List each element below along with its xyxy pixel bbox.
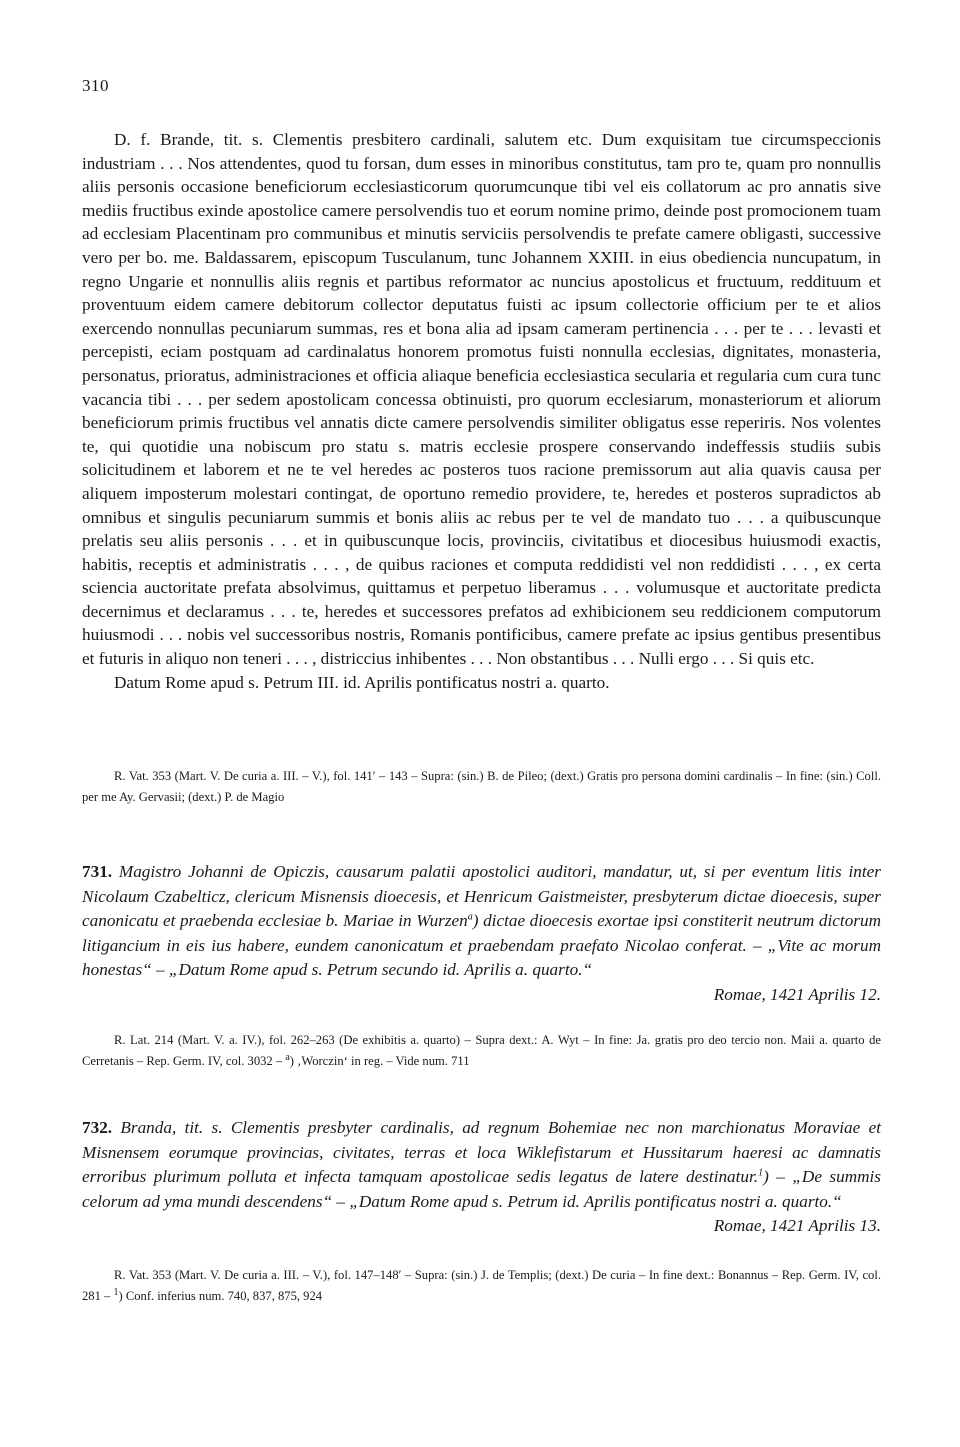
entry-summary-text: ) dictae dioecesis exortae ipsi constiterit neutrum dictorum litigancium in eis ius habere, eundem canonicatum et praebendam praefato Nicolao conferat. – „Vite ac morum honestas“ – „Datum Rome apud s. Petrum secundo id. Aprilis a. quarto.“: [82, 911, 881, 979]
entry-number: 731.: [82, 862, 113, 881]
source-note-text: R. Vat. 353 (Mart. V. De curia a. III. – V.), fol. 141′ – 143 – Supra: (sin.) B. de Pileo; (dext.) Gratis pro persona domini cardinalis – In fine: (sin.) Coll. per me Ay. Gervasii; (dext.) P. de Magio: [82, 769, 881, 804]
entry-summary-text: Branda, tit. s. Clementis presbyter cardinalis, ad regnum Bohemiae nec non marchionatus Moraviae et Misnensem eorumque provincias, civitates, terras et loca Wiklefistarum et Hussitarum haeresi ac damnatis erroribus plurimum polluta et infecta tamquam apostolicae sedis legatus de latere destinatur.: [82, 1118, 881, 1186]
footnote-marker: 1: [113, 1286, 119, 1298]
page-number: 310: [82, 76, 109, 95]
entry-732-summary: [82, 1116, 881, 1214]
note-text: ) ‚Worczin‘ in reg. – Vide num. 711: [289, 1054, 470, 1068]
source-note-732: [82, 1265, 881, 1307]
entry-date: Romae, 1421 Aprilis 13.: [713, 1216, 881, 1235]
source-note-text: [82, 1265, 881, 1307]
source-note-text: [82, 1030, 881, 1072]
entry-summary-text: ) – „De summis celorum ad yma mundi descendens“ – „Datum Rome apud s. Petrum id. Aprilis pontificatus nostri a. quarto.“: [82, 1167, 881, 1211]
entry-731: [82, 860, 881, 1007]
footnote-marker: a: [467, 911, 473, 923]
entry-731-summary: [82, 860, 881, 983]
entry-date: Romae, 1421 Aprilis 12.: [713, 984, 881, 1004]
note-text: R. Vat. 353 (Mart. V. De curia a. III. – V.), fol. 147–148′ – Supra: (sin.) J. de Templis; (dext.) De curia – In fine dext.: Bonannus – Rep. Germ. IV, col. 281 –: [82, 1268, 881, 1303]
entry-summary-text: Magistro Johanni de Opiczis, causarum palatii apostolici auditori, mandatur, ut, si per eventum litis inter Nicolaum Czabelticz, clericum Misnensis dioecesis, et Henricum Gaistmeister, presbyterum dictae dioecesis, super canonicatu et praebenda ecclesiae b. Mariae in Wurzen: [82, 862, 881, 930]
footnote-marker: 1: [758, 1167, 764, 1179]
note-text: ) Conf. inferius num. 740, 837, 875, 924: [118, 1289, 323, 1303]
footnote-marker: a: [285, 1051, 290, 1063]
document-730-body: [82, 128, 881, 694]
entry-732: [82, 1116, 881, 1239]
document-body-paragraph: D. f. Brande, tit. s. Clementis presbitero cardinali, salutem etc. Dum exquisitam tue circumspeccionis industriam . . . Nos attendentes, quod tu forsan, dum esses in minoribus constitutus, tam pro te, quam pro nonnullis aliis personis occasione beneficiorum ecclesiasticorum quorumcunque tibi vel eis collatorum ac pro annatis sive mediis fructibus exinde apostolice camere persolvendis tuo et eorum nomine primo, deinde post promocionem tuam ad ecclesiam Placentinam pro communibus et minutis serviciis persolvendis te prefate camere obligasti, successive vero per bo. me. Baldassarem, episcopum Tusculanum, tunc Johannem XXIII. in eius obediencia nuncupatum, in regno Ungarie et nonnullis aliis regnis et partibus reformator ac nuncius apostolicus et fructuum, reddituum et proventuum eidem camere debitorum collector deputatus fuisti ac ipsum collectorie officium per te et alios exercendo nonnullas pecuniarum summas, res et bona alia ad ipsam cameram pertinencia . . . per te . . . levasti et percepisti, eciam postquam ad cardinalatus honorem promotus fuisti nonnulla ecclesias, dignitates, monasteria, personatus, prioratus, administraciones et officia aliaque beneficia ecclesiastica secularia et regularia cum cura tunc vacancia tibi . . . per sedem apostolicam concessa obtinuisti, pro quorum ecclesiarum, monasteriorum et aliorum beneficiorum primis fructibus vel annatis dicte camere persolvendis similiter obligatus esse reperiris. Nos volentes te, qui quotidie una nobiscum pro statu s. matris ecclesie prospere conservando indeffessis studiis subis solicitudinem et laborem et ne te vel heredes ac posteros tuos racione premissorum aut alia quavis causa per aliquem imposterum molestari contingat, de oportuno remedio providere, te, heredes et posteros supradictos ab omnibus et singulis pecuniarum summis et bonis aliis ac rebus per te vel de mandato tuo . . . a quibuscunque prelatis seu aliis personis . . . et in quibuscunque locis, provinciis, civitatibus et diocesibus huiusmodi exactis, habitis, receptis et administratis . . . , de quibus raciones et computa reddidisti vel non reddidisti . . . , ex certa sciencia auctoritate prefata absolvimus, quittamus et perpetuo liberamus . . . volumusque et auctoritate predicta decernimus et declaramus . . . te, heredes et successores prefatos ad exhibicionem seu reddicionem computorum huiusmodi . . . nobis vel successoribus nostris, Romanis pontificibus, camere prefate ac ipsius gentibus presentibus et futuris in aliquo non teneri . . . , districcius inhibentes . . . Non obstantibus . . . Nulli ergo . . . Si quis etc.: [82, 130, 881, 669]
source-note-730: [82, 766, 881, 808]
entry-number: 732.: [82, 1118, 113, 1137]
source-note-731: [82, 1030, 881, 1072]
document-dating-clause: Datum Rome apud s. Petrum III. id. Aprilis pontificatus nostri a. quarto.: [114, 672, 610, 692]
note-text: R. Lat. 214 (Mart. V. a. IV.), fol. 262–263 (De exhibitis a. quarto) – Supra dext.: A. Wyt – In fine: Ja. gratis pro deo tercio non. Maii a. quarto de Cerretanis – Rep. Germ. IV, col. 3032 –: [82, 1033, 881, 1068]
